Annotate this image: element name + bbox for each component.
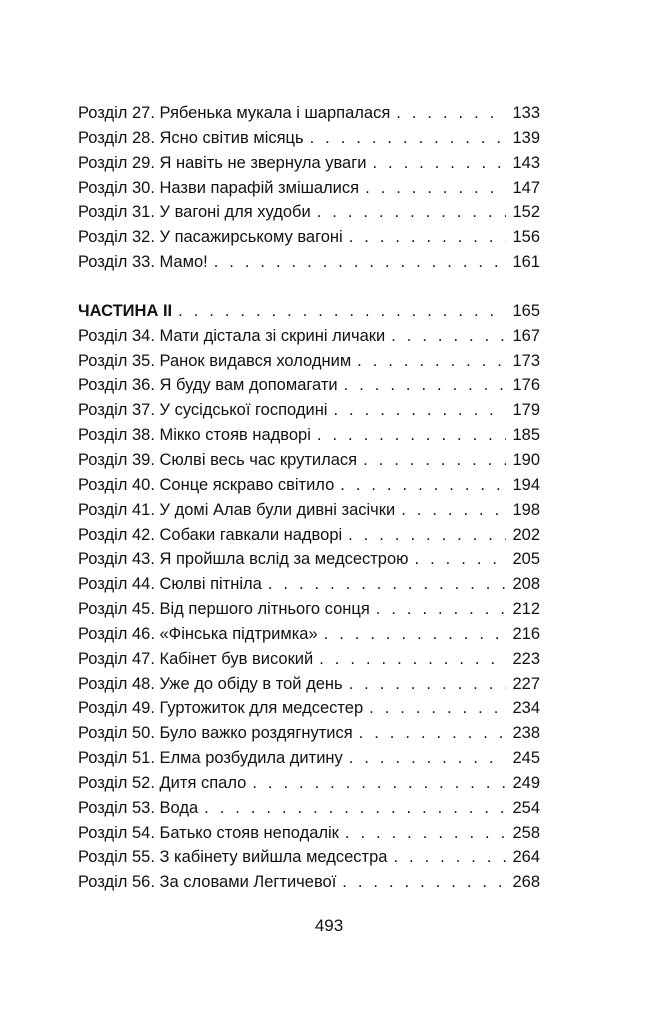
dot-leader: [214, 250, 507, 275]
toc-entry: [78, 250, 540, 275]
dot-leader: [349, 225, 507, 250]
toc-entry: [78, 126, 540, 151]
page-reference: 208: [512, 575, 540, 594]
page-reference: 223: [512, 649, 540, 668]
dot-leader: [349, 746, 507, 771]
dot-leader: [396, 101, 506, 126]
page-reference: 202: [512, 525, 540, 544]
page-reference: 152: [512, 203, 540, 222]
toc-entry: [78, 696, 540, 721]
dot-leader: [357, 349, 506, 374]
page-reference: 238: [512, 724, 540, 743]
dot-leader: [401, 498, 506, 523]
toc-entry: [78, 398, 540, 423]
chapter-title: Розділ 45. Від першого літнього сонця: [78, 600, 370, 619]
toc-entry: [78, 151, 540, 176]
toc-entry: [78, 176, 540, 201]
toc-entry: [78, 796, 540, 821]
dot-leader: [344, 373, 507, 398]
chapter-title: Розділ 50. Було важко роздягнутися: [78, 724, 353, 743]
page-reference: 245: [512, 749, 540, 768]
dot-leader: [324, 622, 507, 647]
chapter-title: Розділ 47. Кабінет був високий: [78, 649, 314, 668]
page-reference: 173: [512, 351, 540, 370]
page-reference: 205: [512, 550, 540, 569]
chapter-title: Розділ 44. Сюлві пітніла: [78, 575, 262, 594]
page-reference: 139: [512, 128, 540, 147]
page-reference: 156: [512, 228, 540, 247]
page-reference: 194: [512, 475, 540, 494]
dot-leader: [348, 523, 506, 548]
page-reference: 165: [512, 301, 540, 320]
toc-entry: [78, 572, 540, 597]
chapter-title: Розділ 35. Ранок видався холодним: [78, 351, 352, 370]
chapter-title: Розділ 52. Дитя спало: [78, 773, 247, 792]
page-reference: 143: [512, 153, 540, 172]
dot-leader: [204, 796, 506, 821]
toc-entry: [78, 771, 540, 796]
chapter-title: Розділ 49. Гуртожиток для медсестер: [78, 699, 364, 718]
chapter-title: Розділ 28. Ясно світив місяць: [78, 128, 304, 147]
table-of-contents: [78, 101, 540, 895]
toc-entry: [78, 349, 540, 374]
page-reference: 264: [512, 848, 540, 867]
page-reference: 198: [512, 500, 540, 519]
toc-entry: [78, 423, 540, 448]
toc-entry: [78, 821, 540, 846]
toc-entry: [78, 448, 540, 473]
toc-entry: [78, 498, 540, 523]
dot-leader: [372, 151, 506, 176]
toc-entry: [78, 870, 540, 895]
chapter-title: Розділ 51. Елма розбудила дитину: [78, 749, 343, 768]
dot-leader: [365, 176, 506, 201]
chapter-title: Розділ 38. Мікко стояв надворі: [78, 426, 311, 445]
dot-leader: [317, 423, 507, 448]
page-reference: 212: [512, 600, 540, 619]
chapter-title: Розділ 48. Уже до обіду в той день: [78, 674, 343, 693]
dot-leader: [317, 200, 507, 225]
dot-leader: [415, 547, 507, 572]
page-reference: 147: [512, 178, 540, 197]
toc-entry: [78, 373, 540, 398]
toc-part-heading: [78, 299, 540, 324]
page-reference: 167: [512, 326, 540, 345]
toc-entry: [78, 225, 540, 250]
chapter-title: Розділ 54. Батько стояв неподалік: [78, 823, 339, 842]
dot-leader: [345, 821, 507, 846]
chapter-title: Розділ 32. У пасажирському вагоні: [78, 228, 343, 247]
chapter-title: Розділ 55. З кабінету вийшла медсестра: [78, 848, 388, 867]
chapter-title: Розділ 46. «Фінська підтримка»: [78, 624, 318, 643]
chapter-title: Розділ 41. У домі Алав були дивні засічки: [78, 500, 396, 519]
page-reference: 227: [512, 674, 540, 693]
dot-leader: [376, 597, 507, 622]
toc-entry: [78, 622, 540, 647]
toc-entry: [78, 845, 540, 870]
part-title: ЧАСТИНА II: [78, 301, 173, 320]
dot-leader: [252, 771, 506, 796]
toc-entry: [78, 547, 540, 572]
dot-leader: [393, 845, 506, 870]
chapter-title: Розділ 34. Мати дістала зі скрині личаки: [78, 326, 386, 345]
chapter-title: Розділ 42. Собаки гавкали надворі: [78, 525, 343, 544]
chapter-title: Розділ 31. У вагоні для худоби: [78, 203, 311, 222]
dot-leader: [333, 398, 506, 423]
page-reference: 254: [512, 798, 540, 817]
toc-entry: [78, 672, 540, 697]
page-reference: 216: [512, 624, 540, 643]
toc-entry: [78, 200, 540, 225]
dot-leader: [359, 721, 507, 746]
page-number: 493: [314, 916, 344, 935]
page-reference: 161: [512, 253, 540, 272]
dot-leader: [369, 696, 506, 721]
page-reference: 234: [512, 699, 540, 718]
page-reference: 190: [512, 450, 540, 469]
dot-leader: [310, 126, 507, 151]
page-reference: 268: [512, 873, 540, 892]
dot-leader: [268, 572, 507, 597]
toc-entry: [78, 721, 540, 746]
toc-group: [78, 101, 540, 275]
toc-entry: [78, 324, 540, 349]
chapter-title: Розділ 39. Сюлві весь час крутилася: [78, 450, 358, 469]
chapter-title: Розділ 40. Сонце яскраво світило: [78, 475, 335, 494]
toc-entry: [78, 746, 540, 771]
chapter-title: Розділ 27. Рябенька мукала і шарпалася: [78, 104, 391, 122]
dot-leader: [319, 647, 506, 672]
page-reference: 133: [512, 104, 540, 122]
toc-entry: [78, 597, 540, 622]
dot-leader: [363, 448, 506, 473]
dot-leader: [349, 672, 507, 697]
page-reference: 185: [512, 426, 540, 445]
chapter-title: Розділ 56. За словами Легтичевої: [78, 873, 337, 892]
dot-leader: [178, 299, 506, 324]
toc-entry: [78, 647, 540, 672]
chapter-title: Розділ 29. Я навіть не звернула уваги: [78, 153, 367, 172]
dot-leader: [342, 870, 506, 895]
toc-entry: [78, 523, 540, 548]
chapter-title: Розділ 43. Я пройшла вслід за медсестрою: [78, 550, 409, 569]
page-reference: 179: [512, 401, 540, 420]
dot-leader: [340, 473, 506, 498]
toc-group: [78, 299, 540, 895]
chapter-title: Розділ 37. У сусідської господині: [78, 401, 328, 420]
dot-leader: [391, 324, 506, 349]
chapter-title: Розділ 30. Назви парафій змішалися: [78, 178, 360, 197]
toc-entry: [78, 101, 540, 126]
chapter-title: Розділ 36. Я буду вам допомагати: [78, 376, 338, 395]
page-reference: 249: [512, 773, 540, 792]
toc-entry: [78, 473, 540, 498]
chapter-title: Розділ 53. Вода: [78, 798, 199, 817]
chapter-title: Розділ 33. Мамо!: [78, 253, 208, 272]
page-reference: 176: [512, 376, 540, 395]
page-reference: 258: [512, 823, 540, 842]
